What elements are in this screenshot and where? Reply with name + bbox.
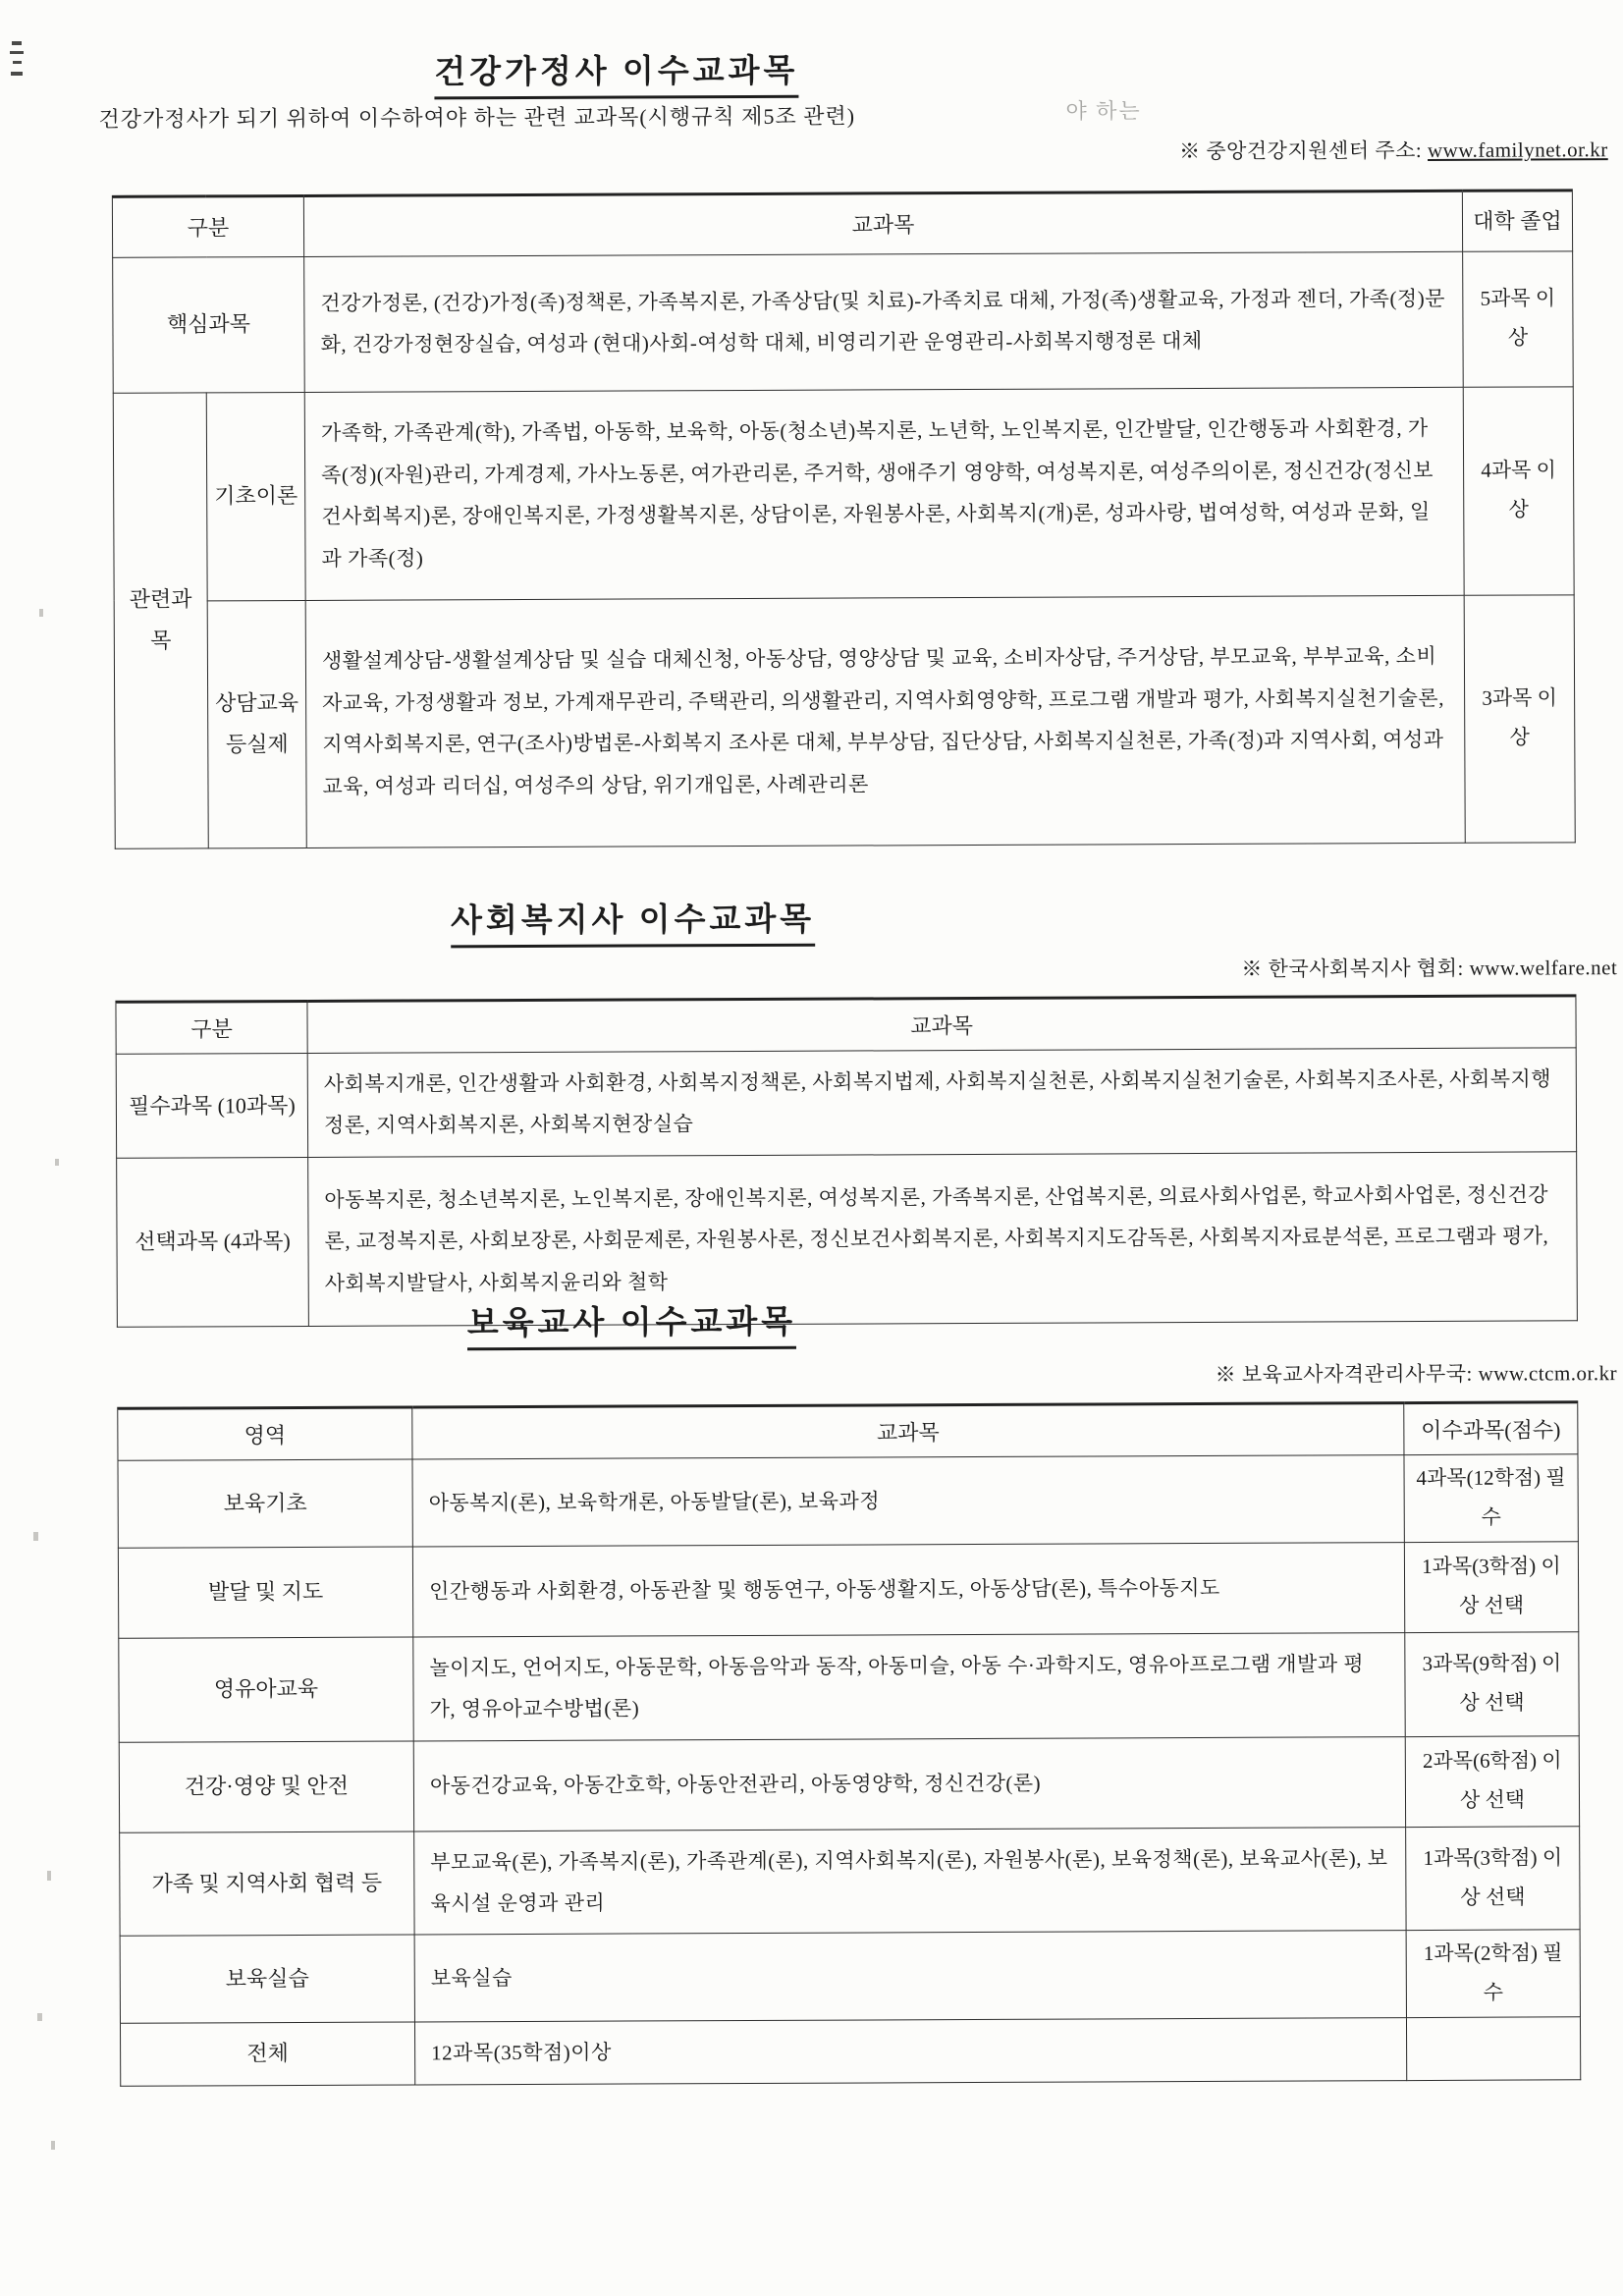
col-header-credit: 이수과목(점수) (1404, 1402, 1578, 1455)
section1-note (1179, 134, 1608, 165)
area-requirement (1406, 2017, 1580, 2080)
area-label: 발달 및 지도 (118, 1547, 412, 1638)
area-courses: 12과목(35학점)이상 (414, 2018, 1406, 2085)
table-row (120, 2017, 1580, 2086)
area-requirement: 3과목(9학점) 이상 선택 (1405, 1632, 1579, 1737)
required-courses: 사회복지개론, 인간생활과 사회환경, 사회복지정책론, 사회복지법제, 사회복지실천론, 사회복지실천기술론, 사회복지조사론, 사회복지행정론, 지역사회복지론, 사회복지현장실습 (307, 1048, 1576, 1157)
basic-theory-courses: 가족학, 가족관계(학), 가족법, 아동학, 보육학, 아동(청소년)복지론, 노년학, 노인복지론, 인간발달, 인간행동과 사회환경, 가족(정)(자원)관리, 가계경제, 가사노동론, 여가관리론, 주거학, 생애주기 영양학, 여성복지론, 여성주의이론, 정신건강(정신보건사회복지)론, 장애인복지론, 가정생활복지론, 상담이론, 자원봉사론, 사회복지(개)론, 성과사랑, 법여성학, 여성과 문화, 일과 가족(정) (304, 387, 1464, 600)
section3-note-text: ※ 보육교사자격관리사무국: (1215, 1361, 1473, 1387)
area-courses: 인간행동과 사회환경, 아동관찰 및 행동연구, 아동생활지도, 아동상담(론), 특수아동지도 (412, 1542, 1404, 1636)
area-requirement: 2과목(6학점) 이상 선택 (1405, 1735, 1579, 1827)
table-social-worker (115, 994, 1577, 1327)
area-requirement: 4과목(12학점) 필수 (1404, 1454, 1578, 1543)
col-header-courses: 교과목 (303, 191, 1462, 256)
area-label: 전체 (120, 2022, 414, 2086)
section2-note (1241, 952, 1617, 983)
scan-artifact (13, 61, 22, 64)
table-row (120, 1930, 1580, 2023)
col-header-area: 영역 (118, 1407, 412, 1460)
row-label-related: 관련과목 (113, 392, 208, 847)
section2-url: www.welfare.net (1469, 956, 1618, 980)
basic-theory-requirement: 4과목 이상 (1463, 386, 1574, 594)
area-requirement: 1과목(2학점) 필수 (1406, 1930, 1580, 2018)
area-courses: 아동건강교육, 아동간호학, 아동안전관리, 아동영양학, 정신건강(론) (413, 1736, 1405, 1831)
section3-url: www.ctcm.or.kr (1478, 1361, 1618, 1386)
section1-title: 건강가정사 이수교과목 (434, 45, 798, 100)
section1-url: www.familynet.or.kr (1427, 137, 1608, 162)
scan-artifact (47, 1871, 51, 1881)
table-row (119, 1632, 1579, 1742)
scan-artifact (37, 2013, 42, 2021)
row-label-elective: 선택과목 (4과목) (117, 1157, 309, 1327)
bleedthrough-ghost-text: 야 하는 (1065, 98, 1142, 124)
table-row (118, 1542, 1578, 1638)
counseling-practice-requirement: 3과목 이상 (1464, 594, 1575, 842)
table-row (113, 386, 1574, 600)
core-requirement: 5과목 이상 (1463, 250, 1574, 386)
row-label-core: 핵심과목 (113, 256, 305, 393)
area-courses: 보육실습 (414, 1931, 1406, 2022)
row-label-basic-theory: 기초이론 (206, 392, 305, 600)
section2-note-text: ※ 한국사회복지사 협회: (1241, 956, 1464, 981)
area-label: 보육기초 (118, 1459, 412, 1548)
section3-title: 보육교사 이수교과목 (467, 1296, 796, 1350)
table-row (117, 1152, 1578, 1327)
area-courses: 놀이지도, 언어지도, 아동문학, 아동음악과 동작, 아동미슬, 아동 수·과학지도, 영유아프로그램 개발과 평가, 영유아교수방법(론) (413, 1632, 1405, 1740)
scan-artifact (55, 1159, 59, 1166)
table-row (116, 1048, 1576, 1158)
elective-courses: 아동복지론, 청소년복지론, 노인복지론, 장애인복지론, 여성복지론, 가족복지론, 산업복지론, 의료사회사업론, 학교사회사업론, 정신건강론, 교정복지론, 사회보장론, 사회문제론, 자원봉사론, 정신보건사회복지론, 사회복지지도감독론, 사회복지자료분석론, 프로그램과 평가, 사회복지발달사, 사회복지윤리와 철학 (308, 1152, 1578, 1327)
area-courses: 부모교육(론), 가족복지(론), 가족관계(론), 지역사회복지(론), 자원봉사(론), 보육정책(론), 보육교사(론), 보육시설 운영과 관리 (414, 1827, 1406, 1935)
table-row (113, 250, 1574, 392)
section2-title: 사회복지사 이수교과목 (451, 894, 815, 949)
row-label-required: 필수과목 (10과목) (116, 1053, 307, 1158)
scan-artifact (11, 72, 23, 76)
area-requirement: 1과목(3학점) 이상 선택 (1404, 1542, 1578, 1633)
col-header-courses: 교과목 (412, 1403, 1404, 1459)
scan-artifact (10, 51, 24, 54)
scan-artifact (12, 41, 22, 45)
row-label-counseling-practice: 상담교육등실제 (207, 600, 306, 847)
area-label: 가족 및 지역사회 협력 등 (120, 1831, 414, 1937)
col-header-graduation: 대학 졸업 (1462, 191, 1572, 251)
scan-artifact (51, 2141, 55, 2150)
col-header-gubun: 구분 (116, 1001, 307, 1054)
table-row (119, 1735, 1579, 1831)
col-header-courses: 교과목 (307, 996, 1576, 1054)
scan-artifact (39, 609, 43, 617)
table-row (120, 1826, 1580, 1936)
core-courses: 건강가정론, (건강)가정(족)정책론, 가족복지론, 가족상담(및 치료)-가족치료 대체, 가정(족)생활교육, 가정과 젠더, 가족(정)문화, 건강가정현장실습, 여성과 (현대)사회-여성학 대체, 비영리기관 운영관리-사회복지행정론 대체 (304, 251, 1464, 392)
area-courses: 아동복지(론), 보육학개론, 아동발달(론), 보육과정 (412, 1455, 1404, 1547)
area-label: 영유아교육 (119, 1637, 413, 1742)
scan-artifact (33, 1532, 38, 1541)
table-row (114, 594, 1575, 847)
area-label: 보육실습 (120, 1935, 414, 2023)
table-row (118, 1454, 1578, 1548)
area-label: 건강·영양 및 안전 (119, 1741, 413, 1832)
table-healthy-family (112, 189, 1576, 848)
table-childcare-teacher (117, 1400, 1581, 2086)
col-header-gubun: 구분 (112, 195, 303, 256)
section1-note-text: ※ 중앙건강지원센터 주소: (1178, 137, 1423, 164)
area-requirement: 1과목(3학점) 이상 선택 (1406, 1826, 1580, 1931)
section1-subtitle: 건강가정사가 되기 위하여 이수하여야 하는 관련 교과목(시행규칙 제5조 관련) (98, 103, 856, 132)
section3-note (1216, 1357, 1618, 1389)
counseling-practice-courses: 생활설계상담-생활설계상담 및 실습 대체신청, 아동상담, 영양상담 및 교육, 소비자상담, 주거상담, 부모교육, 부부교육, 소비자교육, 가정생활과 정보, 가계재무관리, 주택관리, 의생활관리, 지역사회영양학, 프로그램 개발과 평가, 사회복지실천기술론, 지역사회복지론, 연구(조사)방법론-사회복지 조사론 대체, 부부상담, 집단상담, 사회복지실천론, 가족(정)과 지역사회, 여성과 교육, 여성과 리더십, 여성주의 상담, 위기개입론, 사례관리론 (305, 595, 1465, 847)
